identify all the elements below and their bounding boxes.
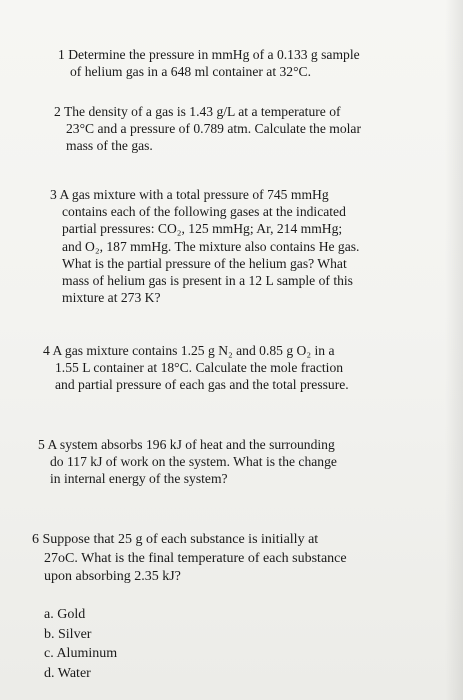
question-6-line-1: 6 Suppose that 25 g of each substance is initially at	[32, 532, 319, 547]
question-5-line-2: do 117 kJ of work on the system. What is the change	[50, 454, 337, 470]
question-2	[54, 103, 361, 155]
question-5-line-1: 5 A system absorbs 196 kJ of heat and the surrounding	[38, 437, 335, 452]
question-2-line-1: 2 The density of a gas is 1.43 g/L at a temperature of	[54, 104, 341, 119]
page-shadow	[445, 0, 463, 700]
question-1-line-1: 1 Determine the pressure in mmHg of a 0.133 g sample	[58, 47, 360, 62]
question-6-line-3: upon absorbing 2.35 kJ?	[44, 569, 181, 584]
question-1-line-2: of helium gas in a 648 ml container at 32°C.	[70, 64, 312, 80]
question-3-line-4: and O₂, 187 mmHg. The mixture also contains He gas.	[62, 238, 360, 254]
question-1	[58, 46, 360, 80]
question-5-line-3: in internal energy of the system?	[50, 471, 228, 487]
question-6	[32, 531, 347, 587]
question-3-line-6: mass of helium gas is present in a 12 L sample of this	[62, 273, 353, 289]
question-6-options	[44, 605, 117, 683]
question-4-line-1: 4 A gas mixture contains 1.25 g N₂ and 0.85 g O₂ in a	[43, 343, 335, 358]
question-3-line-5: What is the partial pressure of the helium gas? What	[62, 255, 347, 271]
option-gold: a. Gold	[44, 607, 86, 622]
question-3	[50, 186, 359, 306]
question-2-line-3: mass of the gas.	[66, 138, 153, 154]
question-2-line-2: 23°C and a pressure of 0.789 atm. Calculate the molar	[66, 121, 361, 137]
question-4	[43, 342, 349, 394]
question-3-line-2: contains each of the following gases at the indicated	[62, 204, 346, 220]
option-water: d. Water	[44, 665, 91, 681]
option-silver: b. Silver	[44, 626, 92, 642]
question-3-line-7: mixture at 273 K?	[62, 290, 161, 306]
question-4-line-3: and partial pressure of each gas and the total pressure.	[55, 377, 349, 393]
question-3-line-1: 3 A gas mixture with a total pressure of 745 mmHg	[50, 187, 329, 202]
option-aluminum: c. Aluminum	[44, 646, 118, 661]
question-5	[38, 436, 337, 488]
question-4-line-2: 1.55 L container at 18°C. Calculate the mole fraction	[55, 360, 344, 376]
question-6-line-2: 27oC. What is the final temperature of each substance	[44, 550, 347, 566]
question-3-line-3: partial pressures: CO₂, 125 mmHg; Ar, 214 mmHg;	[62, 221, 343, 237]
